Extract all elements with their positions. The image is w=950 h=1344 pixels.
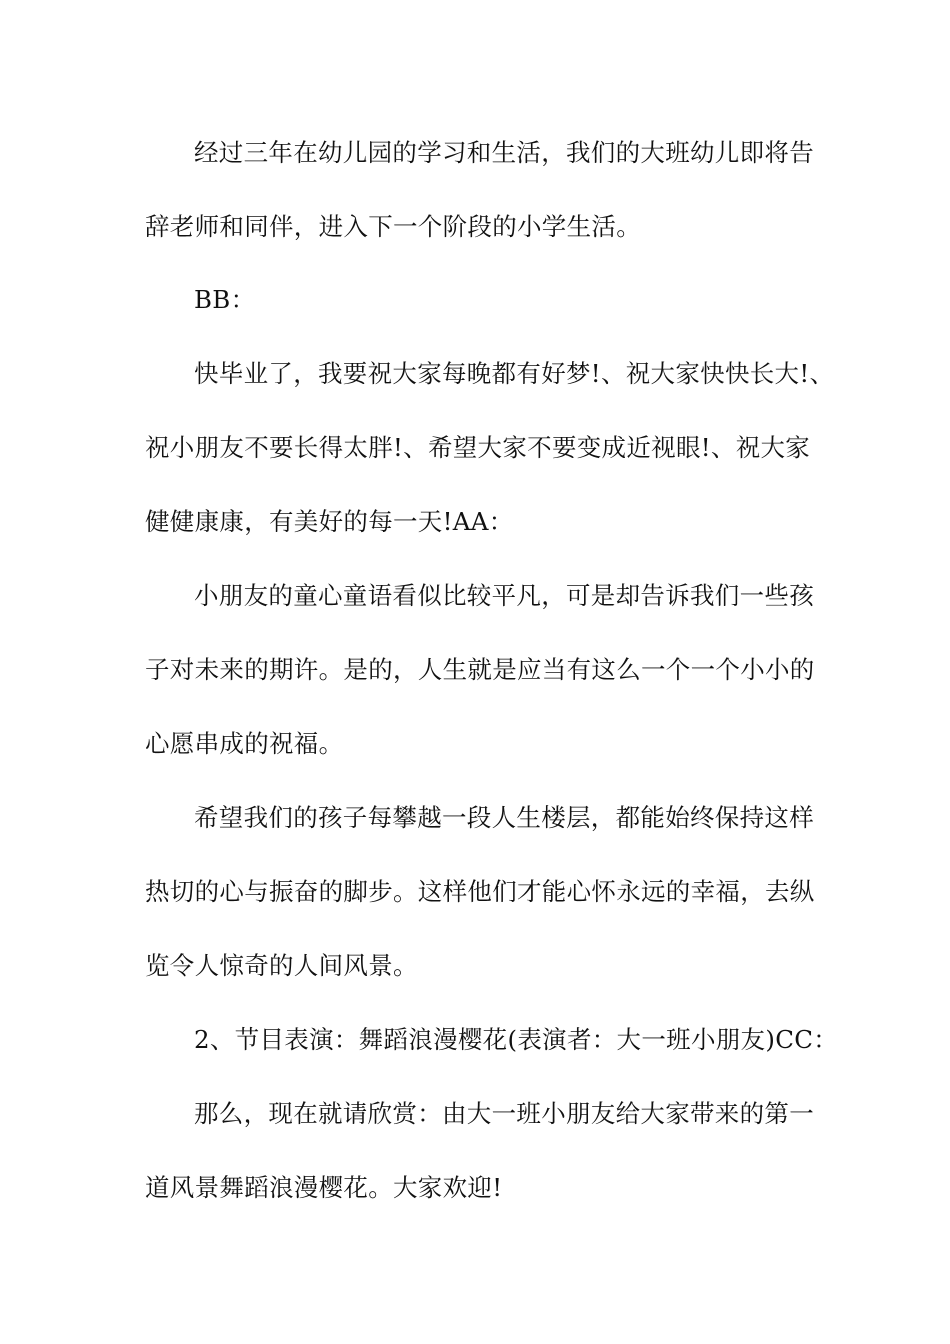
speaker-label-bb: BB：: [194, 285, 256, 314]
paragraph-5-line-1: 那么，现在就请欣赏：由大一班小朋友给大家带来的第一: [194, 1099, 814, 1128]
paragraph-4-line-2: 热切的心与振奋的脚步。这样他们才能心怀永远的幸福，去纵: [145, 877, 815, 906]
paragraph-4-line-1: 希望我们的孩子每攀越一段人生楼层，都能始终保持这样: [194, 803, 814, 832]
paragraph-3-line-3: 心愿串成的祝福。: [145, 729, 344, 758]
paragraph-1-line-1: 经过三年在幼儿园的学习和生活，我们的大班幼儿即将告: [194, 138, 814, 167]
paragraph-1-line-2: 辞老师和同伴，进入下一个阶段的小学生活。: [145, 212, 641, 241]
paragraph-5-line-2: 道风景舞蹈浪漫樱花。大家欢迎!: [145, 1173, 503, 1202]
paragraph-2-line-1: 快毕业了，我要祝大家每晚都有好梦!、祝大家快快长大!、: [194, 359, 835, 388]
paragraph-2-line-3: 健健康康，有美好的每一天!AA：: [145, 507, 514, 536]
paragraph-3-line-1: 小朋友的童心童语看似比较平凡，可是却告诉我们一些孩: [194, 581, 814, 610]
program-item-2: 2、节目表演：舞蹈浪漫樱花(表演者：大一班小朋友)CC：: [194, 1025, 839, 1054]
paragraph-2-line-2: 祝小朋友不要长得太胖!、希望大家不要变成近视眼!、祝大家: [145, 433, 811, 462]
paragraph-3-line-2: 子对未来的期许。是的，人生就是应当有这么一个一个小小的: [145, 655, 815, 684]
paragraph-4-line-3: 览令人惊奇的人间风景。: [145, 951, 418, 980]
